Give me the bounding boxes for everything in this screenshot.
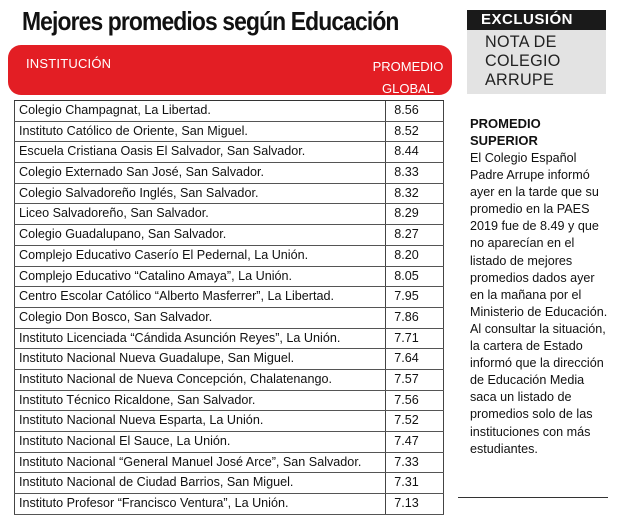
divider bbox=[458, 497, 608, 498]
score-value: 8.52 bbox=[385, 122, 444, 142]
score-value: 7.33 bbox=[385, 453, 444, 473]
table-row bbox=[14, 349, 444, 370]
institution-name: Complejo Educativo “Catalino Amaya”, La Unión. bbox=[14, 267, 381, 287]
table-row bbox=[14, 122, 444, 143]
institution-name: Colegio Salvadoreño Inglés, San Salvador. bbox=[14, 184, 381, 204]
sidebar-heading-line: PROMEDIO bbox=[470, 116, 541, 131]
exclusive-box bbox=[467, 10, 606, 94]
header-score-line1: PROMEDIO bbox=[372, 59, 444, 74]
institution-name: Instituto Nacional de Ciudad Barrios, San Miguel. bbox=[14, 473, 381, 493]
exclusive-badge: EXCLUSIÓN bbox=[467, 10, 606, 30]
sidebar-heading-line: SUPERIOR bbox=[470, 133, 538, 148]
score-value: 7.52 bbox=[385, 411, 444, 431]
table-row bbox=[14, 204, 444, 225]
table-row bbox=[14, 101, 444, 122]
sidebar-paragraph: Al consultar la situación, la cartera de Estado informó que la dirección de Educación Media saca un listado de promedios solo de las instituciones con más estudiantes. bbox=[470, 321, 606, 456]
institution-name: Liceo Salvadoreño, San Salvador. bbox=[14, 204, 381, 224]
score-value: 7.13 bbox=[385, 494, 444, 514]
score-value: 7.56 bbox=[385, 391, 444, 411]
score-value: 7.71 bbox=[385, 329, 444, 349]
institution-name: Escuela Cristiana Oasis El Salvador, San Salvador. bbox=[14, 142, 381, 162]
score-value: 7.57 bbox=[385, 370, 444, 390]
score-value: 8.27 bbox=[385, 225, 444, 245]
score-value: 8.20 bbox=[385, 246, 444, 266]
header-score-line2: GLOBAL bbox=[381, 81, 435, 96]
table-row bbox=[14, 453, 444, 474]
table-row bbox=[14, 184, 444, 205]
table-row bbox=[14, 287, 444, 308]
table-header bbox=[8, 45, 452, 95]
table-row bbox=[14, 142, 444, 163]
score-value: 7.31 bbox=[385, 473, 444, 493]
table-row bbox=[14, 494, 444, 515]
table-row bbox=[14, 432, 444, 453]
ranking-table bbox=[14, 100, 444, 515]
institution-name: Instituto Nacional El Sauce, La Unión. bbox=[14, 432, 381, 452]
institution-name: Instituto Nacional Nueva Esparta, La Unión. bbox=[14, 411, 381, 431]
score-value: 8.29 bbox=[385, 204, 444, 224]
table-row bbox=[14, 370, 444, 391]
header-score bbox=[370, 56, 446, 100]
institution-name: Instituto Nacional “General Manuel José Arce”, San Salvador. bbox=[14, 453, 381, 473]
nota-line: NOTA DE bbox=[485, 32, 557, 51]
table-row bbox=[14, 225, 444, 246]
institution-name: Complejo Educativo Caserío El Pedernal, La Unión. bbox=[14, 246, 381, 266]
institution-name: Instituto Licenciada “Cándida Asunción Reyes”, La Unión. bbox=[14, 329, 381, 349]
institution-name: Colegio Champagnat, La Libertad. bbox=[14, 101, 381, 121]
table-row bbox=[14, 391, 444, 412]
header-institution: INSTITUCIÓN bbox=[26, 56, 112, 71]
institution-name: Instituto Profesor “Francisco Ventura”, La Unión. bbox=[14, 494, 381, 514]
institution-name: Instituto Católico de Oriente, San Miguel. bbox=[14, 122, 381, 142]
score-value: 8.32 bbox=[385, 184, 444, 204]
institution-name: Instituto Nacional Nueva Guadalupe, San Miguel. bbox=[14, 349, 381, 369]
institution-name: Centro Escolar Católico “Alberto Masferrer”, La Libertad. bbox=[14, 287, 381, 307]
score-value: 8.33 bbox=[385, 163, 444, 183]
nota-line: ARRUPE bbox=[485, 70, 555, 89]
table-row bbox=[14, 411, 444, 432]
score-value: 8.44 bbox=[385, 142, 444, 162]
score-value: 8.56 bbox=[385, 101, 444, 121]
score-value: 7.64 bbox=[385, 349, 444, 369]
institution-name: Colegio Guadalupano, San Salvador. bbox=[14, 225, 381, 245]
page-title: Mejores promedios según Educación bbox=[22, 6, 399, 36]
sidebar-heading bbox=[470, 115, 610, 149]
nota-line: COLEGIO bbox=[485, 51, 561, 70]
score-value: 8.05 bbox=[385, 267, 444, 287]
table-row bbox=[14, 246, 444, 267]
score-value: 7.95 bbox=[385, 287, 444, 307]
institution-name: Instituto Nacional de Nueva Concepción, Chalatenango. bbox=[14, 370, 381, 390]
score-value: 7.86 bbox=[385, 308, 444, 328]
score-value: 7.47 bbox=[385, 432, 444, 452]
sidebar-body bbox=[470, 150, 610, 458]
table-row bbox=[14, 473, 444, 494]
table-row bbox=[14, 163, 444, 184]
nota-title bbox=[485, 32, 561, 89]
table-row bbox=[14, 267, 444, 288]
institution-name: Colegio Externado San José, San Salvador. bbox=[14, 163, 381, 183]
institution-name: Instituto Técnico Ricaldone, San Salvador. bbox=[14, 391, 381, 411]
sidebar-paragraph: El Colegio Español Padre Arrupe informó ayer en la tarde que su promedio en la PAES 2019 fue de 8.49 y que no aparecían en el listado de mejores promedios dados ayer en la mañana por el Ministerio de Educación. bbox=[470, 151, 608, 319]
table-row bbox=[14, 308, 444, 329]
table-row bbox=[14, 329, 444, 350]
institution-name: Colegio Don Bosco, San Salvador. bbox=[14, 308, 381, 328]
